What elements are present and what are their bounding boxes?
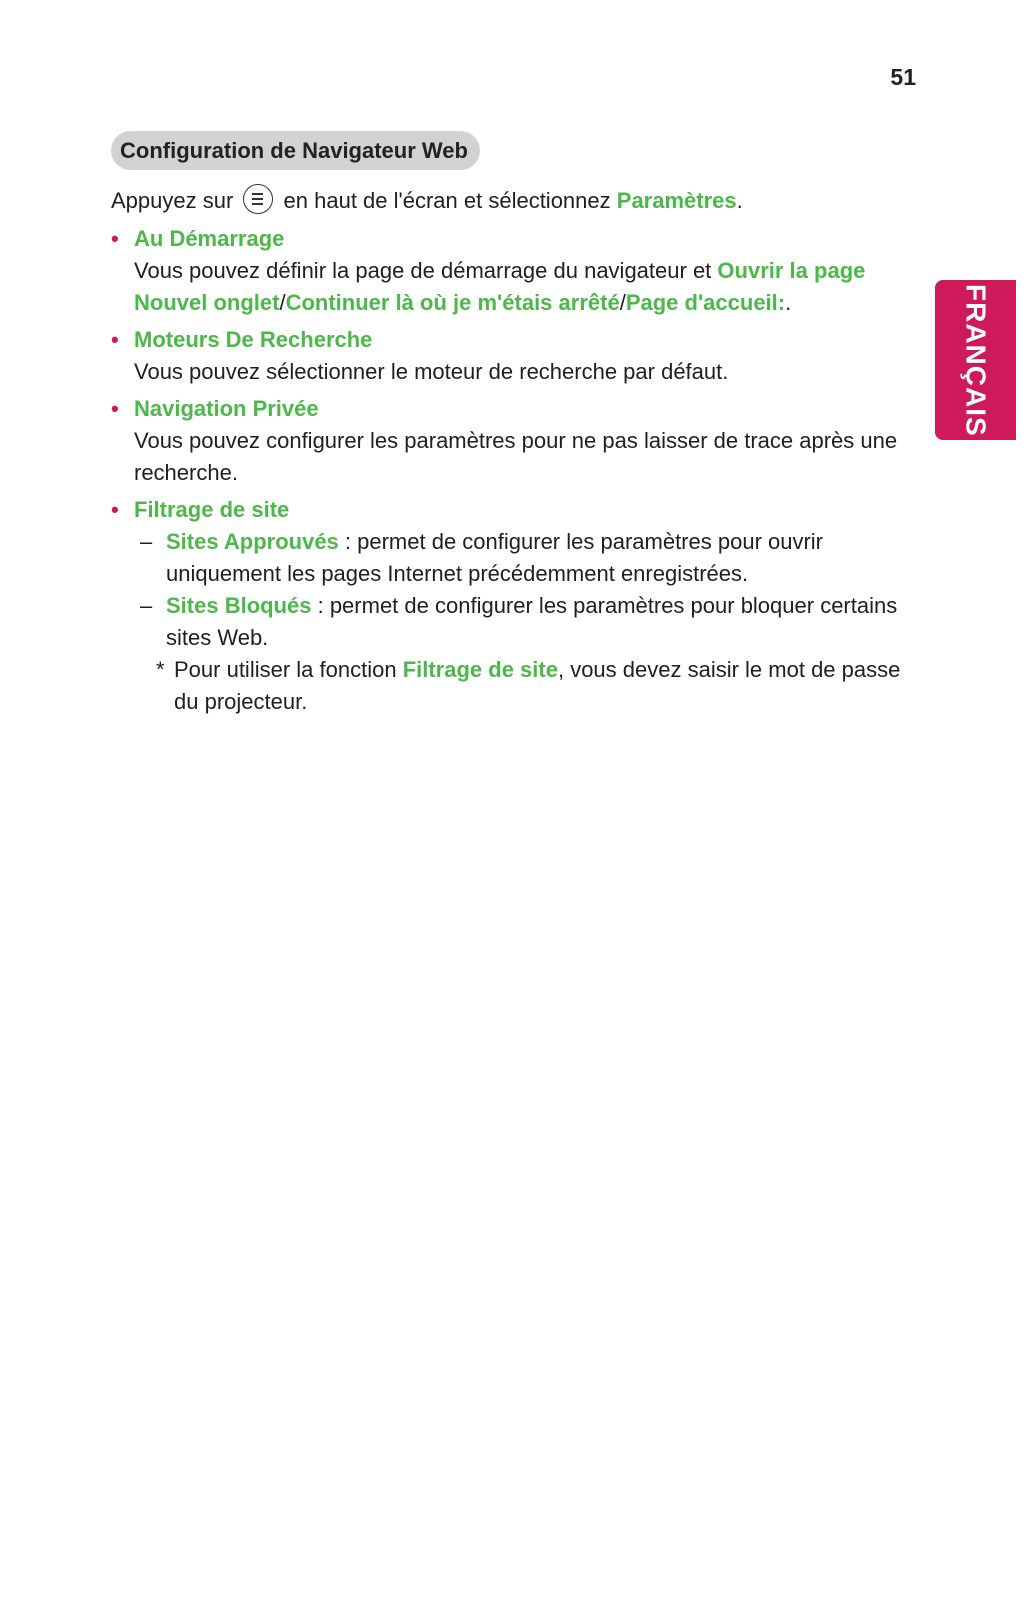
bullet-icon: • [111, 327, 119, 352]
intro-highlight: Paramètres [616, 188, 737, 213]
option-ouvrir: Ouvrir la page Nouvel onglet [134, 258, 866, 315]
intro-text-after: en haut de l'écran et sélectionnez [283, 188, 611, 213]
list-item-moteurs [111, 324, 911, 388]
bullet-icon: • [111, 497, 119, 522]
footnote [134, 654, 911, 718]
note-highlight: Filtrage de site [402, 657, 558, 682]
option-page-accueil: Page d'accueil: [625, 290, 786, 315]
item-end: . [785, 290, 792, 315]
item-text: Vous pouvez définir la page de démarrage du navigateur et [134, 258, 712, 283]
item-title: Au Démarrage [134, 226, 285, 251]
sub-item-label: Sites Approuvés [166, 529, 339, 554]
bullet-icon: • [111, 396, 119, 421]
note-text-after: , vous devez saisir le mot de passe du projecteur. [174, 657, 901, 714]
list-item-navigation-privee [111, 393, 911, 489]
sub-item-sites-bloques [134, 590, 911, 654]
sub-item-label: Sites Bloqués [166, 593, 312, 618]
sub-item-text: : permet de configurer les paramètres pour bloquer certains sites Web. [166, 593, 898, 650]
page-number: 51 [890, 64, 916, 90]
item-title: Moteurs De Recherche [134, 327, 373, 352]
separator: / [619, 290, 626, 315]
intro-end: . [736, 188, 743, 213]
language-tab-label: FRANÇAIS [960, 283, 992, 437]
item-title: Filtrage de site [134, 497, 290, 522]
section-title: Configuration de Navigateur Web [111, 131, 480, 170]
sub-item-sites-approuves [134, 526, 911, 590]
list-item-au-demarrage [111, 223, 911, 319]
intro-text-before: Appuyez sur [111, 188, 234, 213]
note-text-before: Pour utiliser la fonction [174, 657, 397, 682]
bullet-icon: • [111, 226, 119, 251]
list-item-filtrage [111, 494, 911, 718]
item-description: Vous pouvez configurer les paramètres pour ne pas laisser de trace après une recherche. [134, 428, 898, 485]
sub-item-text: : permet de configurer les paramètres pour ouvrir uniquement les pages Internet précédemment enregistrées. [166, 529, 824, 586]
item-title: Navigation Privée [134, 396, 319, 421]
menu-icon [243, 184, 273, 214]
language-tab [935, 280, 1016, 440]
item-description: Vous pouvez sélectionner le moteur de recherche par défaut. [134, 359, 729, 384]
sub-list [134, 526, 911, 654]
dash-icon: – [140, 529, 153, 554]
intro-paragraph [111, 184, 911, 217]
main-content [111, 184, 911, 723]
asterisk: * [156, 657, 165, 682]
option-continuer: Continuer là où je m'étais arrêté [285, 290, 620, 315]
dash-icon: – [140, 593, 153, 618]
separator: / [279, 290, 286, 315]
item-description [134, 255, 911, 319]
